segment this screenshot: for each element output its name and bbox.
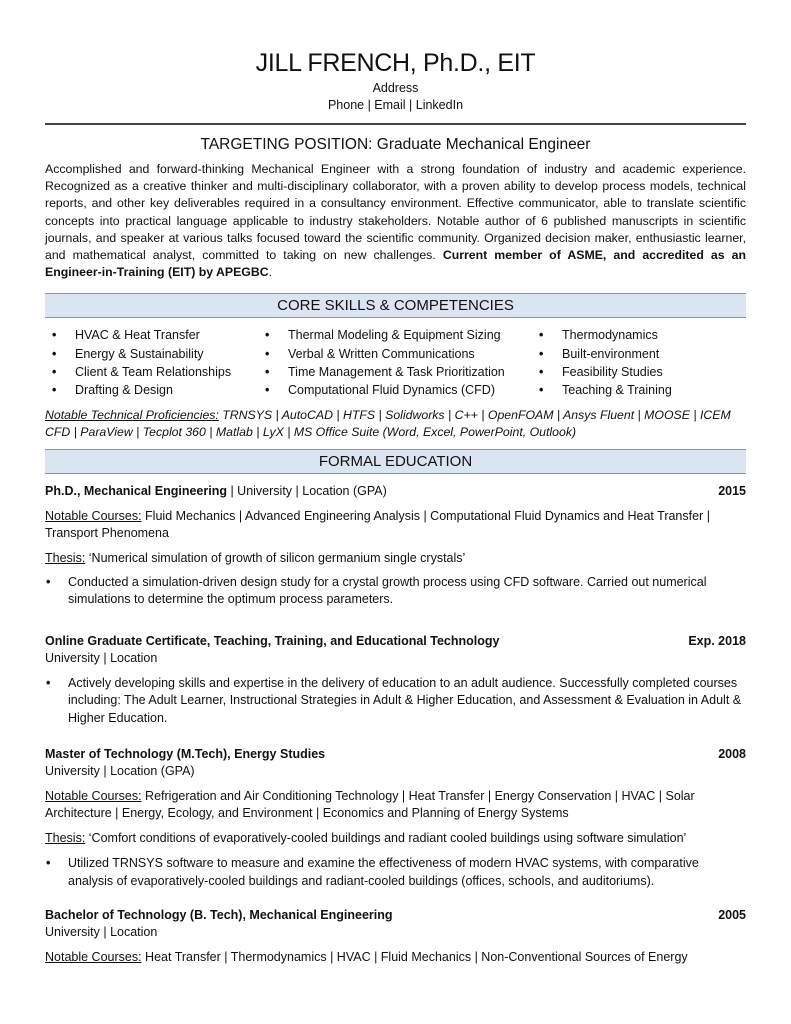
achievement-list (45, 675, 746, 728)
skill-item: • Computational Fluid Dynamics (CFD) (258, 381, 532, 399)
degree-header (45, 633, 746, 650)
skill-item: • Energy & Sustainability (45, 345, 258, 363)
summary-credentials: Current member of ASME, and accredited as an Engineer-in-Training (EIT) by APEGBC (45, 248, 746, 280)
skill-item: • Feasibility Studies (532, 363, 746, 381)
skill-item: • Drafting & Design (45, 381, 258, 399)
degree-year: 2005 (718, 908, 746, 923)
notable-courses (45, 949, 746, 966)
degree-meta: University | Location (45, 650, 158, 665)
courses-list: Fluid Mechanics | Advanced Engineering Analysis | Computational Fluid Dynamics and Heat Transfer | Transport Phenomena (45, 508, 710, 540)
contact-line: Phone | Email | LinkedIn (327, 98, 464, 112)
degree-meta: University | Location (45, 925, 158, 940)
education-entry-btech (45, 907, 746, 966)
degree-header (45, 746, 746, 763)
education-entry-mtech (45, 746, 746, 890)
skill-item: • Thermal Modeling & Equipment Sizing (258, 326, 532, 344)
achievement-item: • Conducted a simulation-driven design study for a crystal growth process using CFD software. Carried out numerical simulations to determine the optimum process parameters. (45, 574, 746, 609)
education-entry-phd (45, 483, 746, 609)
thesis-label: Thesis: (45, 831, 86, 846)
address-line: Address (372, 81, 419, 95)
skill-item: • Teaching & Training (532, 381, 746, 399)
achievement-list (45, 855, 746, 890)
resume-page (45, 0, 746, 966)
achievement-list (45, 574, 746, 609)
candidate-name: JILL FRENCH, Ph.D., EIT (255, 49, 536, 77)
skill-item: • Verbal & Written Communications (258, 345, 532, 363)
degree-meta: | University | Location (GPA) (226, 483, 387, 498)
achievement-item: • Actively developing skills and expertise in the delivery of education to an adult audience. Successfully completed courses including: The Adult Learner, Instructional Strategies in Adult & Higher Education, and Assessment & Evaluation in Adult & Higher Education. (45, 675, 746, 728)
technical-proficiencies (45, 407, 746, 442)
courses-list: Heat Transfer | Thermodynamics | HVAC | Fluid Mechanics | Non-Conventional Sources of Energy (141, 950, 688, 965)
skill-item: • HVAC & Heat Transfer (45, 326, 258, 344)
skill-item: • Time Management & Task Prioritization (258, 363, 532, 381)
degree-year: 2008 (718, 747, 746, 762)
notable-courses (45, 508, 746, 542)
skills-grid (45, 326, 746, 399)
degree-year: Exp. 2018 (688, 633, 746, 648)
degree-year: 2015 (718, 483, 746, 498)
thesis-title: ‘Comfort conditions of evaporatively-cooled buildings and radiant cooled buildings using software simulation’ (85, 831, 687, 846)
thesis (45, 550, 746, 567)
skills-column-2 (258, 326, 532, 399)
courses-label: Notable Courses: (45, 789, 142, 804)
degree-title: Online Graduate Certificate, Teaching, Training, and Educational Technology (45, 633, 500, 648)
courses-label: Notable Courses: (45, 950, 142, 965)
courses-list: Refrigeration and Air Conditioning Technology | Heat Transfer | Energy Conservation | HVAC | Solar Architecture | Energy, Ecology, and Environment | Economics and Planning of Energy Systems (45, 789, 695, 821)
notable-courses (45, 788, 746, 822)
proficiencies-label: Notable Technical Proficiencies: (45, 407, 219, 422)
degree-title: Bachelor of Technology (B. Tech), Mechanical Engineering (45, 908, 393, 923)
summary-end: . (268, 265, 273, 280)
degree-header (45, 907, 746, 924)
courses-label: Notable Courses: (45, 508, 142, 523)
degree-title: Ph.D., Mechanical Engineering (45, 483, 227, 498)
targeting-position: TARGETING POSITION: Graduate Mechanical Engineer (200, 136, 591, 153)
thesis (45, 830, 746, 847)
degree-title: Master of Technology (M.Tech), Energy Studies (45, 747, 326, 762)
summary-text: Accomplished and forward-thinking Mechanical Engineer with a strong foundation of industry and academic experience. Recognized as a creative thinker and multi-disciplinary collaborator, with a proven ability to develop process models, technical reports, and other key deliverables required in a consultancy environment. Effective communicator, able to translate scientific concepts into practical language applicable to industry stakeholders. Notable author of 6 published manuscripts in scientific journals, and speaker at various talks focused toward the scientific community. Organized decision maker, enthusiastic learner, and mathematical analyst, committed to taking on new challenges. (45, 162, 746, 263)
skill-item: • Built-environment (532, 345, 746, 363)
achievement-item: • Utilized TRNSYS software to measure and examine the effectiveness of modern HVAC systems, with comparative analysis of evaporatively-cooled buildings and radiant-cooled buildings (offices, schools, and auditoriums). (45, 855, 746, 890)
degree-meta: University | Location (GPA) (45, 764, 195, 779)
education-section-header: FORMAL EDUCATION (45, 449, 746, 474)
proficiencies-list: TRNSYS | AutoCAD | HTFS | Solidworks | C++ | OpenFOAM | Ansys Fluent | MOOSE | ICEM CFD | ParaView | Tecplot 360 | Matlab | LyX | MS Office Suite (Word, Excel, PowerPoint, Outlook) (45, 407, 731, 440)
skill-item: • Thermodynamics (532, 326, 746, 344)
skill-item: • Client & Team Relationships (45, 363, 258, 381)
thesis-title: ‘Numerical simulation of growth of silicon germanium single crystals’ (85, 550, 466, 565)
skills-column-3 (532, 326, 746, 399)
skills-section-header: CORE SKILLS & COMPETENCIES (45, 293, 746, 318)
degree-header (45, 483, 746, 500)
thesis-label: Thesis: (45, 550, 86, 565)
skills-column-1 (45, 326, 258, 399)
header-divider (45, 123, 746, 125)
education-entry-certificate (45, 633, 746, 728)
summary-paragraph (45, 161, 746, 281)
